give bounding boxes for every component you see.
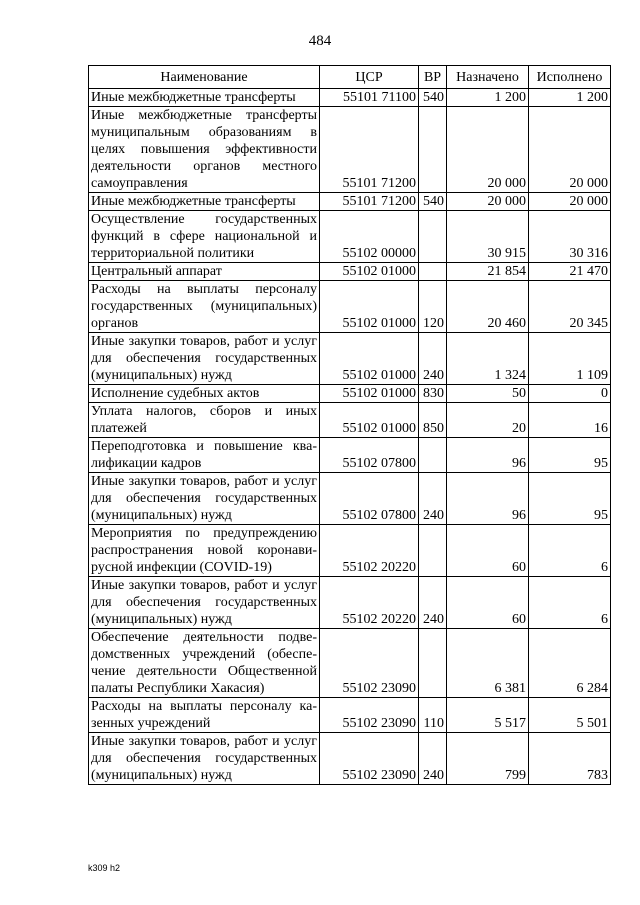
table-row (89, 403, 611, 438)
cell-assigned: 50 (447, 385, 529, 403)
cell-name: Исполнение судебных актов (89, 385, 320, 403)
cell-assigned: 799 (447, 733, 529, 785)
header-csr: ЦСР (320, 66, 419, 89)
table-row (89, 577, 611, 629)
table-row (89, 107, 611, 193)
cell-assigned: 96 (447, 438, 529, 473)
cell-vr: 240 (419, 473, 447, 525)
table-header-row (89, 66, 611, 89)
cell-csr: 55102 23090 (320, 733, 419, 785)
cell-assigned: 6 381 (447, 629, 529, 698)
cell-name: Центральный аппарат (89, 263, 320, 281)
cell-name: Расходы на выплаты персоналу государственных (муниципальных) органов (89, 281, 320, 333)
cell-assigned: 96 (447, 473, 529, 525)
cell-csr: 55102 01000 (320, 403, 419, 438)
cell-name: Расходы на выплаты персоналу казенных учреждений (89, 698, 320, 733)
cell-executed: 30 316 (529, 211, 611, 263)
cell-assigned: 5 517 (447, 698, 529, 733)
cell-executed: 20 345 (529, 281, 611, 333)
cell-vr: 850 (419, 403, 447, 438)
cell-name: Иные закупки товаров, работ и услуг для обеспечения государственных (муниципальных) нужд (89, 333, 320, 385)
cell-csr: 55102 20220 (320, 577, 419, 629)
table-row (89, 193, 611, 211)
cell-vr: 120 (419, 281, 447, 333)
cell-name: Иные закупки товаров, работ и услуг для обеспечения государственных (муниципальных) нужд (89, 577, 320, 629)
cell-assigned: 20 (447, 403, 529, 438)
cell-executed: 6 284 (529, 629, 611, 698)
cell-assigned: 20 000 (447, 107, 529, 193)
cell-vr: 240 (419, 733, 447, 785)
cell-name: Уплата налогов, сборов и иных платежей (89, 403, 320, 438)
table-row (89, 211, 611, 263)
cell-vr: 110 (419, 698, 447, 733)
header-name: Наименование (89, 66, 320, 89)
cell-executed: 16 (529, 403, 611, 438)
cell-assigned: 20 000 (447, 193, 529, 211)
cell-csr: 55101 71200 (320, 107, 419, 193)
cell-executed: 20 000 (529, 193, 611, 211)
cell-csr: 55102 07800 (320, 438, 419, 473)
cell-name: Иные закупки товаров, работ и услуг для обеспечения государственных (муниципальных) нужд (89, 473, 320, 525)
header-vr: ВР (419, 66, 447, 89)
cell-executed: 5 501 (529, 698, 611, 733)
cell-assigned: 60 (447, 577, 529, 629)
cell-csr: 55102 20220 (320, 525, 419, 577)
cell-name: Переподготовка и повышение квалификации кадров (89, 438, 320, 473)
cell-vr (419, 525, 447, 577)
cell-name: Мероприятия по предупреждению распространения новой коронавирусной инфекции (COVID-19) (89, 525, 320, 577)
cell-assigned: 20 460 (447, 281, 529, 333)
cell-executed: 6 (529, 525, 611, 577)
table-row (89, 629, 611, 698)
table-row (89, 438, 611, 473)
cell-vr (419, 438, 447, 473)
cell-executed: 1 200 (529, 89, 611, 107)
cell-assigned: 1 200 (447, 89, 529, 107)
footer-code: k309 h2 (88, 863, 121, 873)
cell-vr: 240 (419, 333, 447, 385)
cell-name: Иные межбюджетные трансферты муниципальным образованиям в целях повышения эффективности деятельности органов местного самоуправления (89, 107, 320, 193)
table-row (89, 333, 611, 385)
cell-csr: 55102 01000 (320, 385, 419, 403)
cell-csr: 55102 23090 (320, 698, 419, 733)
cell-name: Обеспечение деятельности подведомственных учреждений (обеспечение деятельности Общественной палаты Республики Хакасия) (89, 629, 320, 698)
cell-vr (419, 107, 447, 193)
cell-name: Иные закупки товаров, работ и услуг для обеспечения государственных (муниципальных) нужд (89, 733, 320, 785)
cell-csr: 55102 00000 (320, 211, 419, 263)
cell-vr (419, 211, 447, 263)
cell-executed: 95 (529, 473, 611, 525)
cell-csr: 55102 01000 (320, 333, 419, 385)
cell-csr: 55102 07800 (320, 473, 419, 525)
table-row (89, 89, 611, 107)
cell-vr (419, 263, 447, 281)
table-body (89, 89, 611, 785)
header-executed: Исполнено (529, 66, 611, 89)
cell-assigned: 60 (447, 525, 529, 577)
cell-executed: 95 (529, 438, 611, 473)
table-row (89, 473, 611, 525)
cell-executed: 21 470 (529, 263, 611, 281)
table-row (89, 698, 611, 733)
cell-name: Иные межбюджетные трансферты (89, 193, 320, 211)
cell-csr: 55102 23090 (320, 629, 419, 698)
cell-vr (419, 629, 447, 698)
page-number: 484 (308, 33, 332, 49)
cell-assigned: 21 854 (447, 263, 529, 281)
cell-vr: 540 (419, 193, 447, 211)
cell-assigned: 30 915 (447, 211, 529, 263)
table-row (89, 385, 611, 403)
cell-executed: 0 (529, 385, 611, 403)
cell-name: Осуществление государственных функций в сфере национальной и территориальной политики (89, 211, 320, 263)
cell-vr: 830 (419, 385, 447, 403)
table-row (89, 263, 611, 281)
header-assigned: Назначено (447, 66, 529, 89)
cell-csr: 55102 01000 (320, 281, 419, 333)
cell-vr: 540 (419, 89, 447, 107)
cell-vr: 240 (419, 577, 447, 629)
cell-csr: 55102 01000 (320, 263, 419, 281)
cell-assigned: 1 324 (447, 333, 529, 385)
cell-executed: 20 000 (529, 107, 611, 193)
table-row (89, 281, 611, 333)
table-row (89, 733, 611, 785)
table-row (89, 525, 611, 577)
cell-name: Иные межбюджетные трансферты (89, 89, 320, 107)
cell-csr: 55101 71200 (320, 193, 419, 211)
cell-csr: 55101 71100 (320, 89, 419, 107)
cell-executed: 6 (529, 577, 611, 629)
cell-executed: 783 (529, 733, 611, 785)
budget-table (88, 65, 611, 785)
cell-executed: 1 109 (529, 333, 611, 385)
